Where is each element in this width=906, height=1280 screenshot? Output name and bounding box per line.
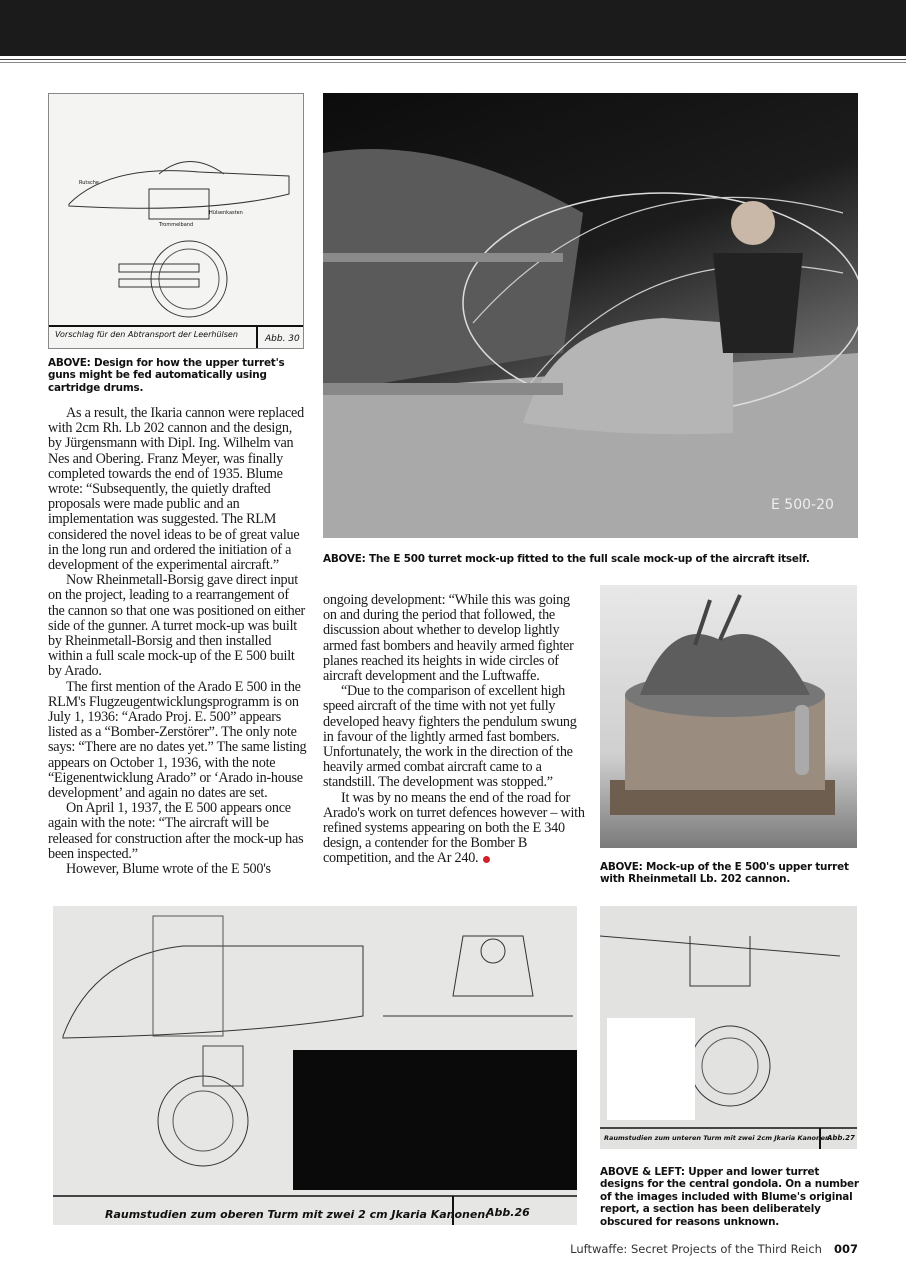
turret-photo-icon <box>323 93 858 538</box>
body-paragraph: As a result, the Ikaria cannon were replaced with 2cm Rh. Lb 202 cannon and the design, by Jürgensmann with Dipl. Ing. Wilhelm van Nes and Obering. Franz Meyer, was finally completed towards the end of 1935. Blume wrote: “Subsequently, the quietly drafted proposals were made public and an implementation was suggested. The RLM considered the novel ideas to be of great value in the long run and ordered the initiation of a development of the experimental aircraft.” <box>48 405 304 574</box>
caption-turret-designs: ABOVE & LEFT: Upper and lower turret designs for the central gondola. On a number of the images included with Blume's original report, a section has been deliberately obscured for reasons unknown. <box>600 1166 859 1228</box>
drawing-part: Rutsche <box>79 180 99 186</box>
header-rule <box>0 62 906 63</box>
caption-upper-turret-mockup: ABOVE: Mock-up of the E 500's upper turret with Rheinmetall Lb. 202 cannon. <box>600 861 849 886</box>
body-paragraph: “Due to the comparison of excellent high speed aircraft of the time with not yet fully developed heavy fighters the pendulum swung in favour of the lightly armed fast bombers. Unfortunately, the work in the direction of the heavily armed combat aircraft came to a standstill. The development was stopped.” <box>323 683 577 791</box>
turret-mockup-photo-icon <box>600 585 857 848</box>
drawing-upper-turret-study <box>53 906 577 1225</box>
drawing-number: Abb.26 <box>486 1206 530 1219</box>
drawing-label: Vorschlag für den Abtransport der Leerhülsen <box>55 330 238 339</box>
header-rule <box>0 59 906 60</box>
drawing-number: Abb.27 <box>827 1134 855 1142</box>
photo-label: E 500-20 <box>771 497 834 513</box>
drawing-label: Raumstudien zum unteren Turm mit zwei 2cm Jkaria Kanonen. <box>604 1134 833 1142</box>
header-bar <box>0 0 906 56</box>
drawing-label: Raumstudien zum oberen Turm mit zwei 2 cm Jkaria Kanonen. <box>105 1208 490 1221</box>
body-paragraph: On April 1, 1937, the E 500 appears once again with the note: “The aircraft will be released for construction after the mock-up has been inspected.” <box>48 800 304 862</box>
publication-title: Luftwaffe: Secret Projects of the Third Reich <box>570 1242 822 1256</box>
page-number: 007 <box>833 1242 858 1256</box>
drawing-part: Hülsenkasten <box>209 210 243 216</box>
drawing-lower-turret-study <box>600 906 857 1149</box>
drawing-number: Abb. 30 <box>265 334 300 344</box>
drawing-part: Trommelband <box>159 222 194 228</box>
photo-upper-turret-mockup <box>600 585 857 848</box>
end-mark-icon <box>483 856 490 863</box>
body-column-middle <box>323 593 585 867</box>
figure-ammo-feed-drawing <box>48 93 304 349</box>
body-paragraph: Now Rheinmetall-Borsig gave direct input on the project, leading to a rearrangement of the cannon so that one was positioned on either side of the gunner. A turret mock-up was built by Rheinmetall-Borsig and then installed within a full scale mock-up of the E 500 built by Arado. <box>48 572 305 680</box>
body-paragraph-text: It was by no means the end of the road for Arado's work on turret defences however – with refined systems appearing on both the E 340 design, a contender for the Bomber B competition, and the Ar 240. <box>323 789 585 867</box>
body-paragraph: However, Blume wrote of the E 500's <box>66 861 271 878</box>
upper-turret-drawing-icon <box>53 906 577 1225</box>
body-paragraph <box>323 791 585 867</box>
page-footer <box>570 1242 858 1256</box>
photo-turret-mockup-aircraft <box>323 93 858 538</box>
lower-turret-drawing-icon <box>600 906 857 1149</box>
body-paragraph: ongoing development: “While this was going on and during the period that followed, the discussion about whether to develop lightly armed fast bombers and heavily armed fighter planes reached its heights in wide circles of aircraft development and the Luftwaffe. <box>323 592 574 685</box>
body-paragraph: The first mention of the Arado E 500 in the RLM's Flugzeugentwicklungsprogramm is on July 1, 1936: “Arado Proj. E. 500” appears listed as a “Bomber-Zerstörer”. The only note says: “There are no dates yet.” The same listing appears on October 1, 1936, with the note “Eigenentwicklung Arado” or ‘Arado in-house development’ and again no dates are set. <box>48 678 307 802</box>
body-column-left <box>48 406 308 877</box>
caption-turret-mockup-aircraft: ABOVE: The E 500 turret mock-up fitted to the full scale mock-up of the aircraft itself. <box>323 553 810 565</box>
caption-ammo-feed: ABOVE: Design for how the upper turret's guns might be fed automatically using cartridge drums. <box>48 357 285 394</box>
